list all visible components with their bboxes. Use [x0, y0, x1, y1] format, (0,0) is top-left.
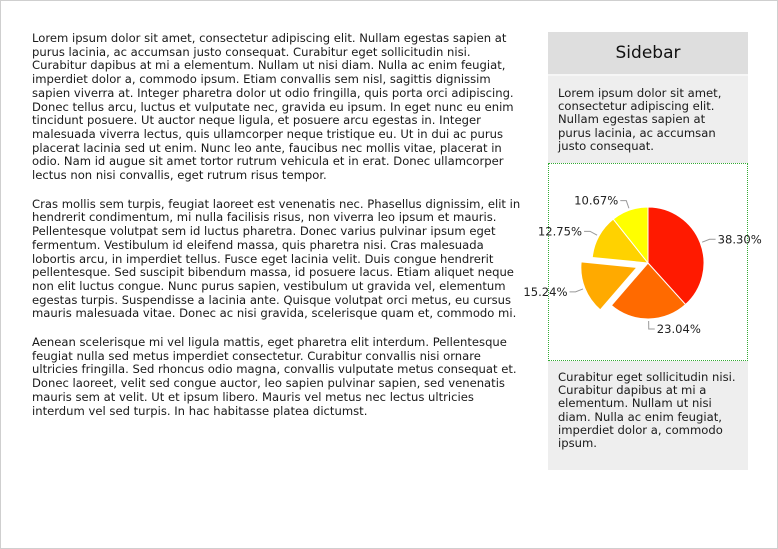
sidebar [523, 32, 762, 470]
sidebar-text-bottom: Curabitur eget sollicitudin nisi. Curabitur dapibus at mi a elementum. Nullam ut nisi diam. Nulla ac enim feugiat, imperdiet dolor a, commodo ipsum. [558, 370, 736, 451]
pie-leader-line [570, 289, 583, 292]
pie-slice-label: 15.24% [523, 284, 568, 299]
pie-leader-line [584, 231, 597, 235]
paragraph-2: Cras mollis sem turpis, feugiat laoreet est venenatis nec. Phasellus dignissim, elit in hendrerit condimentum, mi nulla facilisis risus, non viverra leo ipsum et mauris. Pellentesque volutpat sem id luctus pharetra. Donec varius pulvinar ipsum eget fermentum. Vestibulum id eleifend massa, quis pharetra nisi. Cras malesuada lobortis arcu, in imperdiet tellus. Fusce eget lacinia velit. Duis congue hendrerit pellentesque. Sed suscipit bibendum massa, id posuere lacus. Etiam aliquet neque non elit luctus congue. Nunc purus sapien, vestibulum ut gravida vel, elementum egestas turpis. Suspendisse a lacinia ante. Quisque volutpat orci metus, eu cursus mauris malesuada vitae. Donec ac nisi gravida, scelerisque quam et, commodo mi. [32, 196, 521, 321]
pie-chart-container [523, 163, 762, 361]
pie-slice-label: 23.04% [656, 322, 701, 337]
pie-leader-line [649, 321, 655, 329]
pie-chart [523, 164, 762, 360]
paragraph-1: Lorem ipsum dolor sit amet, consectetur adipiscing elit. Nullam egestas sapien at purus lacinia, ac accumsan justo consequat. Curabitur eget sollicitudin nisi. Curabitur dapibus at mi a elementum. Nullam ut nisi diam. Nulla ac enim feugiat, imperdiet dolor a, commodo ipsum. Etiam convallis sem nisl, sagittis dignissim sapien viverra at. Integer pharetra dolor ut odio fringilla, quis porta orci adipiscing. Donec tellus arcu, luctus et vulputate nec, gravida eu ipsum. In eget nunc eu enim tincidunt posuere. Ut auctor neque ligula, et posuere arcu egestas in. Integer malesuada viverra lectus, quis ullamcorper neque tristique eu. Ut in dui ac purus placerat lacinia sed ut enim. Nunc leo ante, faucibus nec mollis vitae, placerat in odio. Nam id augue sit amet tortor rutrum vehicula et in erat. Donec ullamcorper lectus non nisi convallis, eget rutrum risus tempor. [32, 31, 514, 183]
pie-leader-line [702, 239, 715, 242]
main-content [32, 32, 522, 433]
pie-slice-label: 12.75% [537, 224, 583, 239]
pie-slice-label: 10.67% [574, 193, 619, 208]
pie-leader-line [620, 201, 629, 209]
pie-slice-label: 38.30% [717, 232, 762, 247]
sidebar-title: Sidebar [548, 32, 748, 76]
sidebar-text-top: Lorem ipsum dolor sit amet, consectetur adipiscing elit. Nullam egestas sapien at purus lacinia, ac accumsan justo consequat. [558, 86, 722, 153]
paragraph-3: Aenean scelerisque mi vel ligula mattis, eget pharetra elit interdum. Pellentesque feugiat nulla sed metus imperdiet consectetur. Curabitur convallis nisi ornare ultricies fringilla. Sed rhoncus odio magna, convallis vulputate metus consequat et. Donec laoreet, velit sed congue auctor, leo sapien pulvinar sapien, sed venenatis mauris sem at velit. Ut et ipsum libero. Mauris vel metus nec lectus ultricies interdum vel sed turpis. In hac habitasse platea dictumst. [32, 335, 517, 418]
